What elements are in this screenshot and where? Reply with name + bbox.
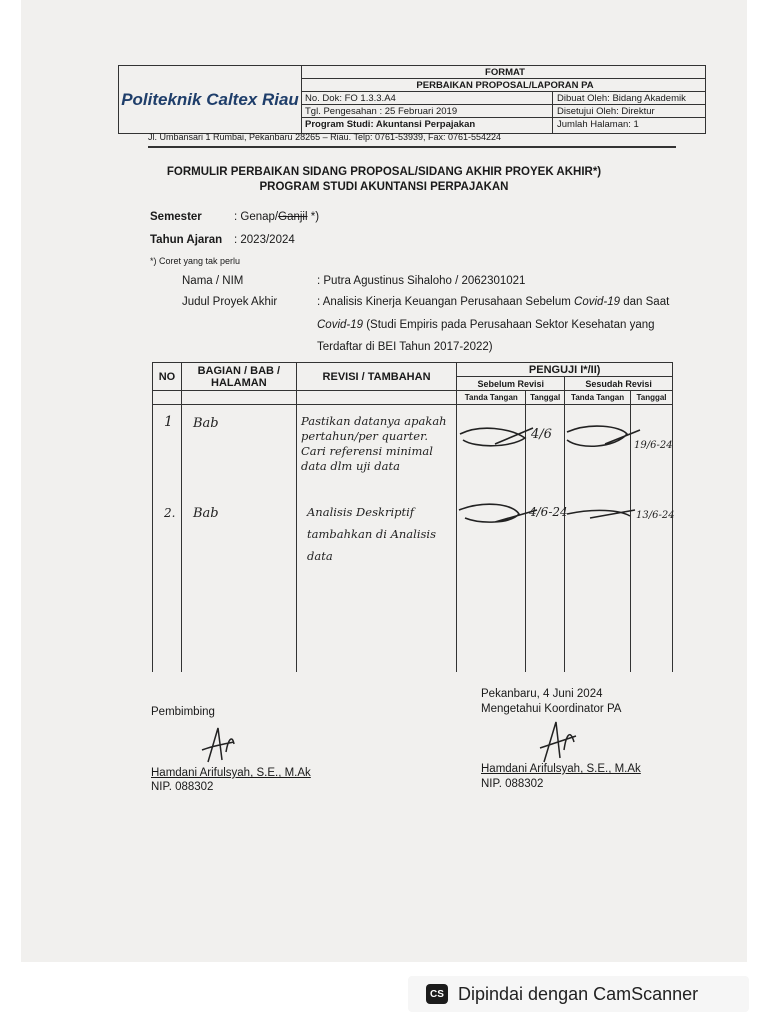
pembimbing-name: Hamdani Arifulsyah, S.E., M.Ak [151, 767, 311, 779]
form-subtitle: PROGRAM STUDI AKUNTANSI PERPAJAKAN [259, 181, 509, 193]
tahun-value: : 2023/2024 [234, 234, 295, 246]
semester-label: Semester [150, 211, 202, 223]
row2-tgl-sesudah: 13/6-24 [636, 510, 675, 521]
header-disetujui: Disetujui Oleh: Direktur [553, 105, 705, 118]
sesudah-revisi-header: Sesudah Revisi [565, 377, 673, 391]
col-penguji-header: PENGUJI I*/II) [457, 363, 673, 377]
coret-note: *) Coret yang tak perlu [150, 256, 241, 266]
col-revisi-header: REVISI / TAMBAHAN [296, 363, 457, 391]
pembimbing-signature [198, 722, 238, 768]
row1-signature-sesudah [567, 426, 640, 446]
koordinator-nip: NIP. 088302 [481, 778, 544, 790]
row1-tgl-sesudah: 19/6-24 [634, 440, 673, 451]
row2-tgl-sebelum: 4/6-24 [529, 505, 568, 519]
row1-bab: Bab [193, 416, 219, 431]
header-dibuat: Dibuat Oleh: Bidang Akademik [553, 92, 705, 105]
header-prodi: Program Studi: Akuntansi Perpajakan [301, 118, 553, 133]
pembimbing-nip: NIP. 088302 [151, 781, 214, 793]
camscanner-icon: CS [426, 984, 448, 1004]
camscanner-text: Dipindai dengan CamScanner [458, 983, 699, 1004]
header-doc-title: PERBAIKAN PROPOSAL/LAPORAN PA [301, 79, 705, 92]
row1-signature-sebelum [460, 428, 533, 446]
row1-tgl-sebelum: 4/6 [531, 427, 552, 442]
nama-value: : Putra Agustinus Sihaloho / 2062301021 [317, 275, 526, 287]
tgl-header-1: Tanggal [526, 391, 565, 405]
camscanner-badge [408, 976, 749, 1012]
judul-line-2: Covid-19 (Studi Empiris pada Perusahaan Sektor Kesehatan yang [317, 319, 655, 331]
row2-signature-sesudah [567, 510, 635, 518]
header-format: FORMAT [301, 66, 705, 79]
semester-value: : Genap/Ganjil *) [234, 211, 320, 223]
header-jumlah: Jumlah Halaman: 1 [557, 119, 639, 130]
koordinator-name: Hamdani Arifulsyah, S.E., M.Ak [481, 763, 641, 775]
koordinator-signature [538, 718, 578, 768]
header-divider [148, 146, 676, 148]
row2-bab: Bab [193, 506, 219, 521]
ttd-header-1: Tanda Tangan [457, 391, 526, 405]
judul-line-1: : Analisis Kinerja Keuangan Perusahaan Sebelum Covid-19 dan Saat [317, 296, 670, 308]
pembimbing-label: Pembimbing [151, 706, 215, 718]
document-header [118, 65, 706, 134]
nama-label: Nama / NIM [182, 275, 244, 287]
row2-revisi: Analisis Deskriptif tambahkan di Analisis data [307, 505, 436, 563]
col-no-header: NO [153, 363, 182, 391]
address-line: Jl. Umbansari 1 Rumbai, Pekanbaru 28265 – Riau. Telp: 0761-53939, Fax: 0761-554224 [148, 132, 502, 142]
tgl-header-2: Tanggal [631, 391, 673, 405]
tahun-label: Tahun Ajaran [150, 234, 223, 246]
row2-signature-sebelum [459, 504, 537, 522]
row1-no: 1 [164, 414, 173, 430]
header-tgl: Tgl. Pengesahan : 25 Februari 2019 [301, 105, 553, 118]
row1-revisi: Pastikan datanya apakah pertahun/per quarter. Cari referensi minimal data dlm uji data [301, 414, 447, 473]
mengetahui-label: Mengetahui Koordinator PA [481, 703, 622, 715]
row2-no: 2. [164, 506, 176, 520]
form-title: FORMULIR PERBAIKAN SIDANG PROPOSAL/SIDANG AKHIR PROYEK AKHIR*) [166, 166, 602, 178]
col-bagian-header: BAGIAN / BAB / HALAMAN [181, 363, 296, 391]
ttd-header-2: Tanda Tangan [565, 391, 631, 405]
place-date: Pekanbaru, 4 Juni 2024 [481, 688, 603, 700]
judul-line-3: Terdaftar di BEI Tahun 2017-2022) [317, 341, 493, 353]
table-signatures [455, 418, 675, 538]
header-no-dok: No. Dok: FO 1.3.3.A4 [301, 92, 553, 105]
sebelum-revisi-header: Sebelum Revisi [457, 377, 565, 391]
institution-logo: Politeknik Caltex Riau [119, 66, 302, 133]
judul-label: Judul Proyek Akhir [182, 296, 278, 308]
